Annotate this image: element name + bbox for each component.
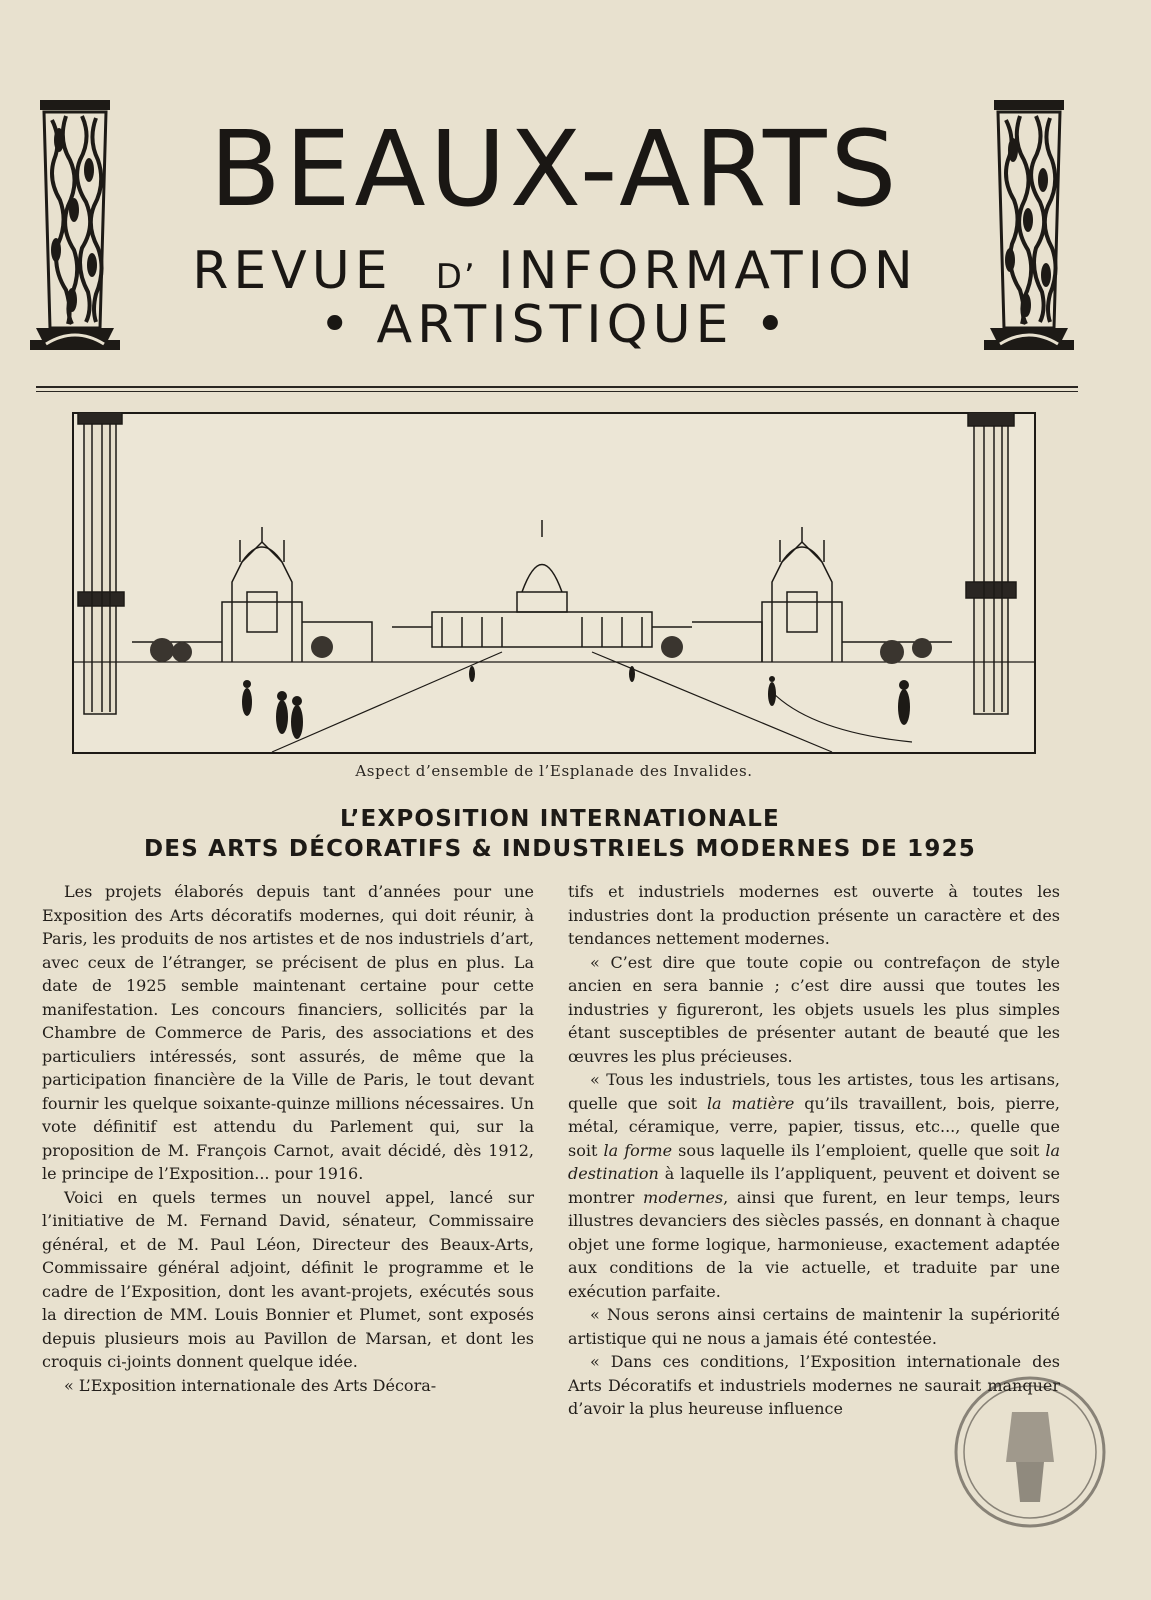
text-run: « Tous les industriels, tous les artistes, tous les artisans, quelle que soit xyxy=(568,1070,1060,1113)
masthead-rule-thick xyxy=(36,386,1078,388)
paragraph: « C’est dire que toute copie ou contrefaçon de style ancien en sera bannie ; c’est dire aussi que toutes les industries y figureront, les objets usuels les plus simples étant susceptibles de présenter autant de beauté que les œuvres les plus précieuses. xyxy=(568,952,1060,1066)
text-run: , ainsi que furent, en leur temps, leurs illustres devanciers des siècles passés, en donnant à chaque objet une forme logique, harmonieuse, exactement adaptée aux conditions de la vie actuelle, et traduite par une exécution parfaite. xyxy=(568,1187,1060,1301)
ornamental-column-right xyxy=(980,100,1078,362)
library-stamp-icon xyxy=(950,1372,1110,1532)
article-column-left xyxy=(42,880,534,1397)
illustration-caption: Aspect d’ensemble de l’Esplanade des Invalides. xyxy=(355,762,753,780)
article-headline-line1: L’EXPOSITION INTERNATIONALE xyxy=(340,806,780,832)
paragraph: tifs et industriels modernes est ouverte à toutes les industries dont la production présente un caractère et des tendances nettement modernes. xyxy=(568,882,1060,948)
emphasis: modernes xyxy=(642,1187,724,1207)
paragraph-with-emphasis xyxy=(568,1068,1060,1303)
ornamental-column-left xyxy=(26,100,124,362)
subtitle-d: D’ xyxy=(435,257,477,297)
paragraph: Voici en quels termes un nouvel appel, lancé sur l’initiative de M. Fernand David, sénateur, Commissaire général, et de M. Paul Léon, Directeur des Beaux-Arts, Commissaire général adjoint, définit le programme et le cadre de l’Exposition, dont les avant-projets, exécutés sous la direction de MM. Louis Bonnier et Plumet, sont exposés depuis plusieurs mois au Pavillon de Marsan, et dont les croquis ci-joints donnent quelque idée. xyxy=(42,1187,534,1371)
text-run: à laquelle ils l’appliquent, peuvent et doivent se montrer xyxy=(568,1164,1060,1207)
paragraph: « L’Exposition internationale des Arts Décora- xyxy=(64,1375,437,1395)
article-column-right xyxy=(568,880,1060,1421)
masthead-rule-thin xyxy=(36,391,1078,392)
text-run: sous laquelle ils l’emploient, quelle que soit xyxy=(672,1140,1046,1160)
paragraph: « Nous serons ainsi certains de maintenir la supériorité artistique qui ne nous a jamais été contestée. xyxy=(568,1305,1060,1348)
paragraph: Les projets élaborés depuis tant d’années pour une Exposition des Arts décoratifs modernes, qui doit réunir, à Paris, les produits de nos artistes et de nos industriels d’art, avec ceux de l’étranger, se précisent de plus en plus. La date de 1925 semble maintenant certaine pour cette manifestation. Les concours financiers, sollicités par la Chambre de Commerce de Paris, des associations et des particuliers intéressés, sont assurés, de même que la participation financière de la Ville de Paris, le tout devant fournir les quelque soixante-quinze millions nécessaires. Un vote définitif est attendu du Parlement qui, sur la proposition de M. François Carnot, avait décidé, dès 1912, le principe de l’Exposition... pour 1916. xyxy=(42,882,534,1183)
subtitle-information: INFORMATION xyxy=(498,241,918,301)
esplanade-illustration xyxy=(72,412,1036,754)
emphasis: la forme xyxy=(603,1140,673,1160)
emphasis: la destination xyxy=(568,1140,1060,1183)
masthead-title: BEAUX-ARTS xyxy=(209,108,901,230)
masthead-subtitle-artistique: • ARTISTIQUE • xyxy=(319,295,791,355)
paragraph: « Dans ces conditions, l’Exposition internationale des Arts Décoratifs et industriels modernes ne saurait manquer d’avoir la plus heureuse influence xyxy=(568,1352,1060,1418)
emphasis: la matière xyxy=(706,1093,795,1113)
article-headline-line2: DES ARTS DÉCORATIFS & INDUSTRIELS MODERNES DE 1925 xyxy=(143,836,977,862)
subtitle-revue: REVUE xyxy=(192,241,393,301)
text-run: qu’ils travaillent, bois, pierre, métal, céramique, verre, papier, tissus, etc..., quelle que soit xyxy=(568,1093,1060,1160)
